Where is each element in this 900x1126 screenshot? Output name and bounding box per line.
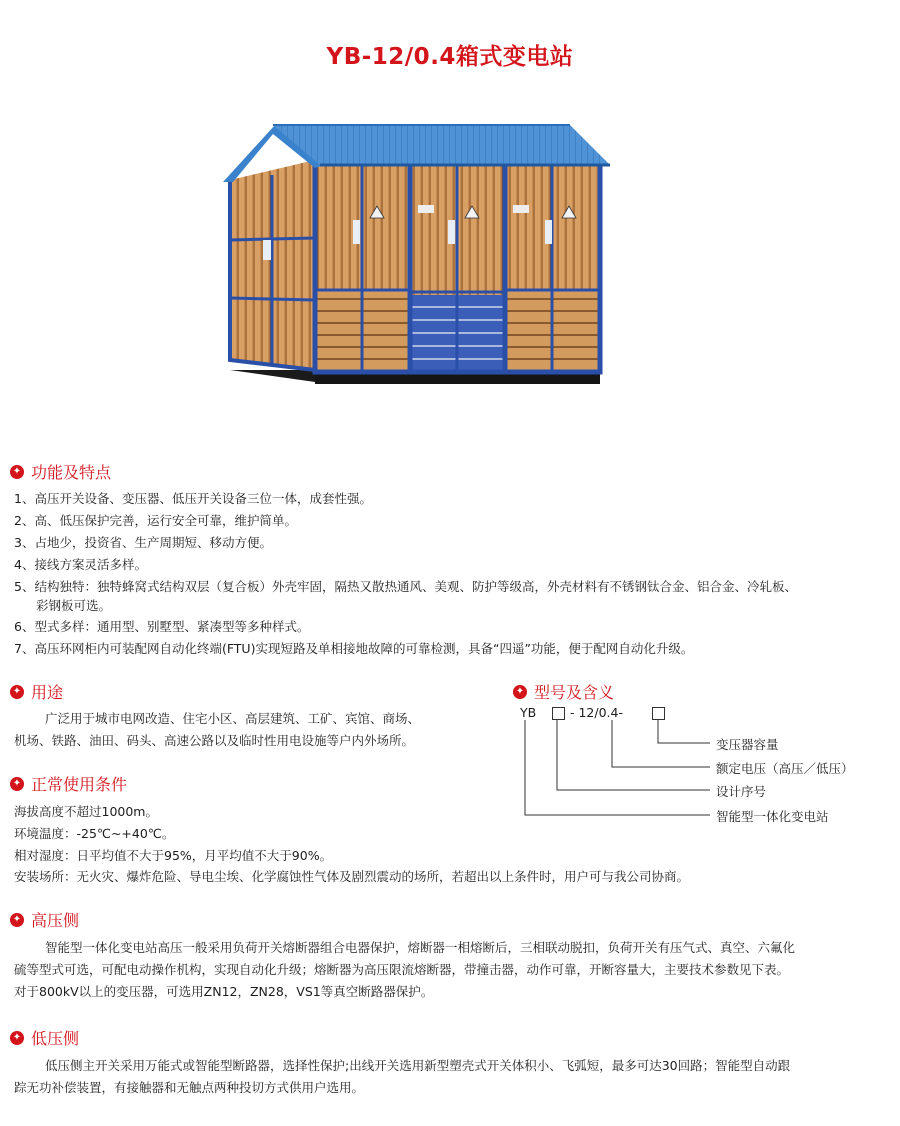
model-label: 智能型一体化变电站	[716, 809, 829, 824]
conditions-heading: ✦ 正常使用条件	[10, 772, 127, 795]
star-bullet-icon	[10, 913, 24, 927]
feature-item: 4、接线方案灵活多样。	[14, 557, 147, 572]
star-bullet-icon	[10, 685, 24, 699]
feature-item: 7、高压环网柜内可装配网自动化终端(FTU)实现短路及单相接地故障的可靠检测，具备“四遥”功能，便于配网自动化升级。	[14, 641, 694, 656]
model-label: 设计序号	[716, 784, 767, 799]
low-voltage-heading: ✦ 低压侧	[10, 1026, 79, 1049]
star-bullet-icon	[10, 1031, 24, 1045]
features-heading: ✦ 功能及特点	[10, 460, 111, 483]
usage-text: 广泛用于城市电网改造、住宅小区、高层建筑、工矿、宾馆、商场、	[45, 711, 421, 726]
substation-image	[215, 120, 615, 395]
condition-text: 安装场所：无火灾、爆炸危险、导电尘埃、化学腐蚀性气体及剧烈震动的场所，若超出以上条件时，用户可与我公司协商。	[14, 869, 690, 884]
high-voltage-text: 对于800kV以上的变压器，可选用ZN12，ZN28，VS1等真空断路器保护。	[14, 984, 434, 999]
high-voltage-heading: ✦ 高压侧	[10, 908, 79, 931]
model-label: 变压器容量	[716, 737, 779, 752]
star-bullet-icon	[513, 685, 527, 699]
feature-item: 6、型式多样：通用型、别墅型、紧凑型等多种样式。	[14, 619, 310, 634]
feature-item: 5、结构独特：独特蜂窝式结构双层（复合板）外壳牢固，隔热又散热通风、美观、防护等级高，外壳材料有不锈钢钛合金、铝合金、冷轧板、	[14, 579, 797, 594]
low-voltage-text: 低压侧主开关采用万能式或智能型断路器，选择性保护;出线开关选用新型塑壳式开关体积小、飞弧短，最多可达30回路；智能型自动跟	[45, 1058, 791, 1073]
low-voltage-text: 踪无功补偿装置，有接触器和无触点两种投切方式供用户选用。	[14, 1080, 365, 1095]
high-voltage-text: 智能型一体化变电站高压一般采用负荷开关熔断器组合电器保护，熔断器一相熔断后，三相联动脱扣，负荷开关有压气式、真空、六氟化	[45, 940, 796, 955]
feature-item: 3、占地少，投资省、生产周期短、移动方便。	[14, 535, 272, 550]
condition-text: 环境温度：-25℃~+40℃。	[14, 826, 175, 841]
page-title: YB-12/0.4箱式变电站	[326, 44, 574, 70]
star-bullet-icon	[10, 777, 24, 791]
feature-item-continued: 彩钢板可选。	[36, 598, 112, 613]
feature-item: 2、高、低压保护完善，运行安全可靠，维护简单。	[14, 513, 297, 528]
condition-text: 相对湿度：日平均值不大于95%，月平均值不大于90%。	[14, 848, 333, 863]
star-bullet-icon	[10, 465, 24, 479]
model-heading: ✦ 型号及含义	[513, 680, 614, 703]
feature-item: 1、高压开关设备、变压器、低压开关设备三位一体，成套性强。	[14, 491, 372, 506]
model-prefix: YB	[520, 705, 537, 720]
model-label: 额定电压（高压／低压）	[716, 761, 854, 776]
usage-text: 机场、铁路、油田、码头、高速公路以及临时性用电设施等户内外场所。	[14, 733, 415, 748]
usage-heading: ✦ 用途	[10, 680, 63, 703]
condition-text: 海拔高度不超过1000m。	[14, 804, 158, 819]
model-voltage: - 12/0.4-	[570, 705, 623, 720]
high-voltage-text: 硫等型式可选，可配电动操作机构，实现自动化升级；熔断器为高压限流熔断器，带撞击器，动作可靠，开断容量大，主要技术参数见下表。	[14, 962, 790, 977]
